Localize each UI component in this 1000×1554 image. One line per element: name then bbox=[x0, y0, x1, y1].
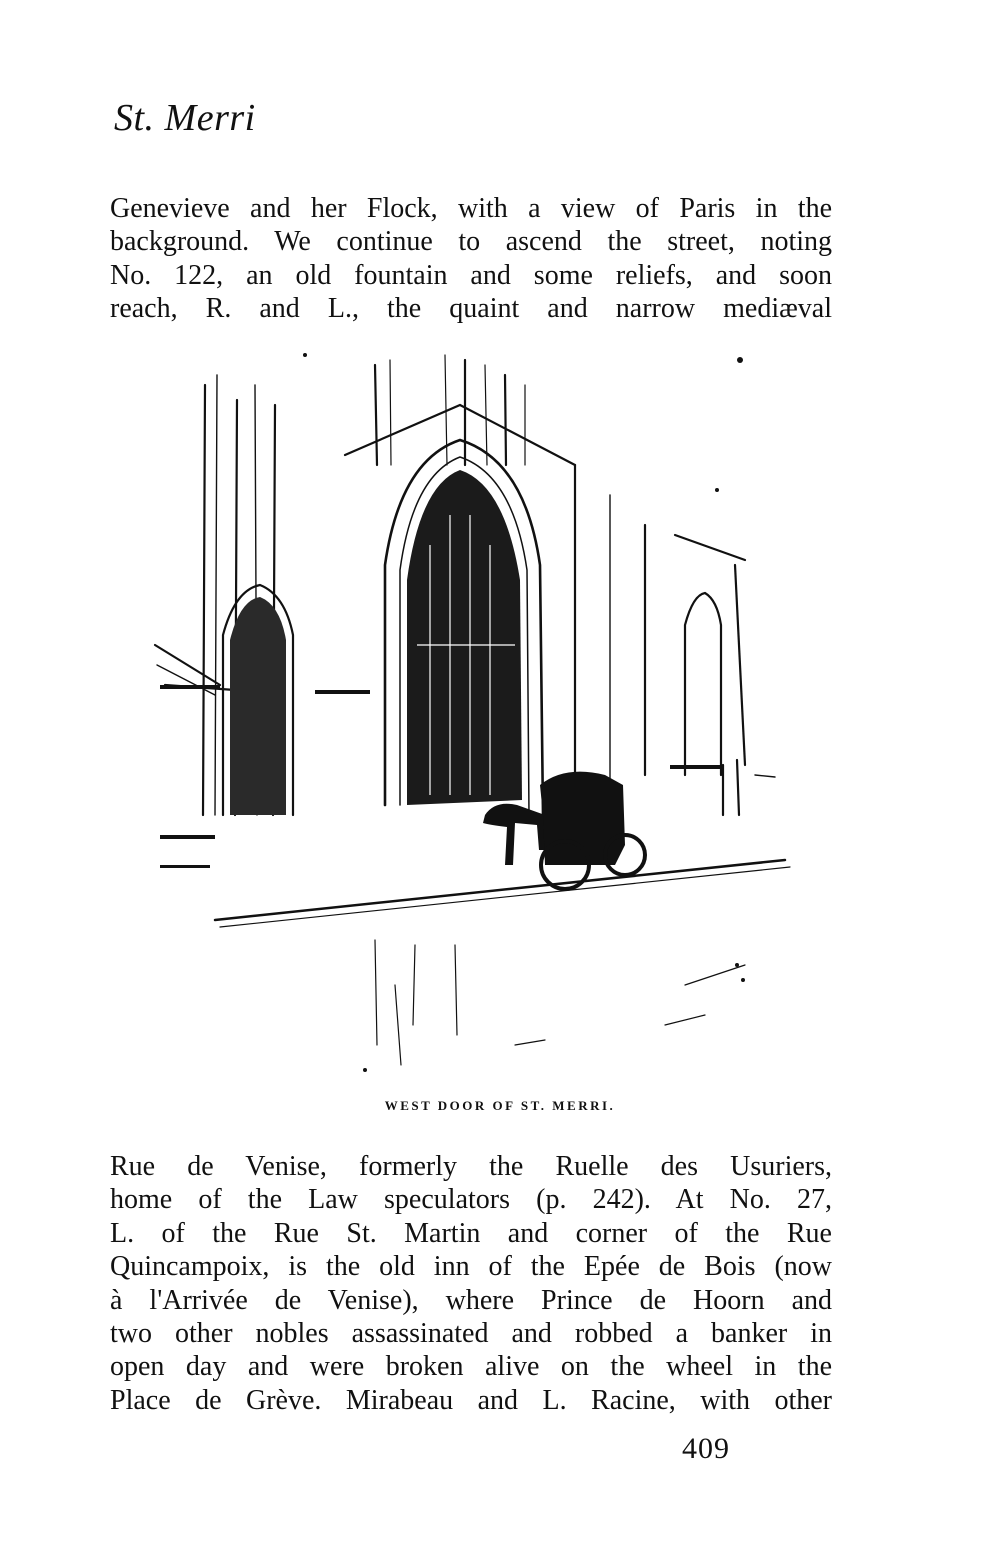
text-line: Rue de Venise, formerly the Ruelle des Usuriers, bbox=[110, 1151, 832, 1182]
text-line: Quincampoix, is the old inn of the Epée de Bois (now bbox=[110, 1251, 832, 1283]
text-line: reach, R. and L., the quaint and narrow mediæval bbox=[110, 293, 832, 325]
text-line: Place de Grève. Mirabeau and L. Racine, with other bbox=[110, 1384, 832, 1416]
text-line: background. We continue to ascend the street, noting bbox=[110, 226, 832, 258]
page-number: 409 bbox=[682, 1432, 730, 1465]
text-line: open day and were broken alive on the wheel in the bbox=[110, 1351, 832, 1383]
text-line: two other nobles assassinated and robbed a banker in bbox=[110, 1318, 832, 1350]
text-line: home of the Law speculators (p. 242). At No. 27, bbox=[110, 1184, 832, 1216]
illustration-west-door bbox=[145, 345, 805, 1090]
paragraph-top bbox=[110, 192, 832, 326]
text-line: No. 122, an old fountain and some reliefs, and soon bbox=[110, 259, 832, 291]
text-line: à l'Arrivée de Venise), where Prince de Hoorn and bbox=[110, 1284, 832, 1316]
text-line: L. of the Rue St. Martin and corner of the Rue bbox=[110, 1217, 832, 1249]
text-line: Genevieve and her Flock, with a view of Paris in the bbox=[110, 193, 832, 224]
paragraph-bottom bbox=[110, 1150, 832, 1417]
figure-caption: WEST DOOR OF ST. MERRI. bbox=[384, 1098, 616, 1113]
running-head: St. Merri bbox=[114, 97, 256, 139]
